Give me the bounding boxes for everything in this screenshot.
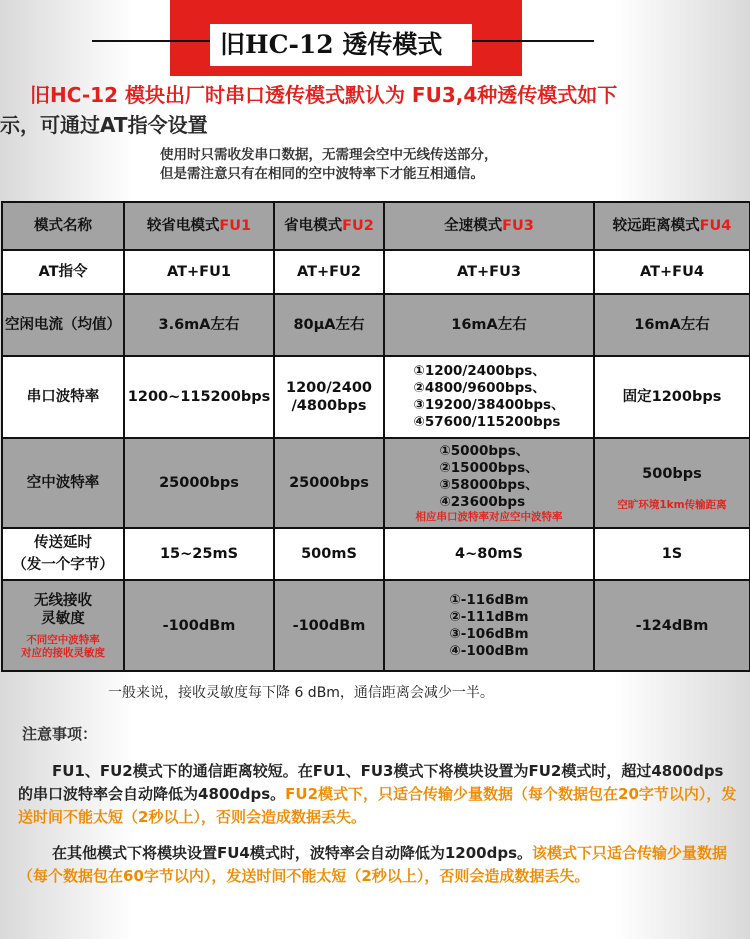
notice-paragraph-2 (18, 842, 738, 888)
cell-idle-fu3: 16mA左右 (384, 294, 594, 356)
intro-text (0, 80, 750, 140)
cell-air-fu1: 25000bps (124, 438, 274, 528)
list-item: ④57600/115200bps (413, 414, 561, 430)
notice-p1-part-b: 超过4800dps的串口波特率会自动降低为4800dps。 (18, 762, 724, 803)
list-item: ②15000bps、 (439, 459, 539, 476)
row-label-sens-note-1: 不同空中波特率 (26, 633, 100, 646)
row-label-delay-line-1: 传送延时 (34, 535, 92, 551)
row-label-sens-line-2: 灵敏度 (41, 610, 85, 627)
header-fu3-text: 全速模式 (444, 218, 503, 234)
row-label-serial: 串口波特率 (2, 356, 124, 438)
cell-at-fu4: AT+FU4 (594, 250, 750, 294)
serial-fu3-list (413, 363, 564, 431)
cell-serial-fu1: 1200~115200bps (124, 356, 274, 438)
header-fu2-code: FU2 (342, 218, 374, 234)
sensitivity-note: 一般来说，接收灵敏度每下降 6 dBm，通信距离会减少一半。 (108, 685, 494, 701)
list-item: ①1200/2400bps、 (413, 363, 546, 379)
air-fu4-note: 空旷环境1km传输距离 (617, 498, 727, 511)
notice-title: 注意事项： (22, 725, 98, 743)
header-fu1-text: 较省电模式 (146, 218, 220, 234)
header-fu2-text: 省电模式 (284, 218, 343, 234)
row-label-air: 空中波特率 (2, 438, 124, 528)
air-fu3-list (439, 443, 538, 511)
list-item: ③-106dBm (449, 625, 529, 642)
row-label-sens-note-2: 对应的接收灵敏度 (21, 646, 105, 659)
list-item: ②4800/9600bps、 (413, 380, 546, 396)
cell-serial-fu4: 固定1200bps (594, 356, 750, 438)
notice-paragraph-1 (18, 760, 738, 829)
table-row-sensitivity (2, 580, 750, 671)
cell-air-fu2: 25000bps (274, 438, 384, 528)
header-fu1-code: FU1 (219, 218, 252, 234)
cell-delay-fu1: 15~25mS (124, 528, 274, 580)
cell-sens-fu1: -100dBm (124, 580, 274, 671)
cell-at-fu3: AT+FU3 (384, 250, 594, 294)
table-row-delay (2, 528, 750, 580)
notice-p1-part-c: FU2模式下，只适合传输少量数据（每个数据包在20字节以内），发送时间不能太短（2秒以上），否则会造成数据丢失。 (18, 785, 737, 826)
notice-p2-part-a: 在其他模式下将模块设置FU4模式时，波特率会自动降低为1200dps。 (52, 844, 533, 862)
usage-note-line-2: 但是需注意只有在相同的空中波特率下才能互相通信。 (160, 166, 484, 182)
list-item: ④-100dBm (449, 642, 529, 659)
table-row-air-baud (2, 438, 750, 528)
cell-at-fu1: AT+FU1 (124, 250, 274, 294)
cell-at-fu2: AT+FU2 (274, 250, 384, 294)
table-header-row (2, 202, 750, 250)
intro-line-1: 旧HC-12 模块出厂时串口透传模式默认为 FU3,4种透传模式如下 (30, 83, 618, 107)
air-fu3-note: 相应串口波特率对应空中波特率 (415, 510, 563, 523)
header-fu3 (384, 202, 594, 250)
title-rule-left (92, 40, 210, 42)
cell-delay-fu2: 500mS (274, 528, 384, 580)
usage-note (160, 146, 498, 184)
list-item: ①5000bps、 (439, 442, 530, 459)
sens-fu3-list (449, 592, 528, 660)
cell-serial-fu2-line-2: /4800bps (291, 398, 367, 414)
cell-air-fu4 (594, 438, 750, 528)
cell-idle-fu2: 80μA左右 (274, 294, 384, 356)
cell-serial-fu2-line-1: 1200/2400 (285, 380, 372, 396)
header-fu1 (124, 202, 274, 250)
page-title: 旧HC-12 透传模式 (210, 24, 472, 66)
cell-air-fu4-value: 500bps (642, 465, 702, 482)
row-label-idle: 空闲电流（均值） (2, 294, 124, 356)
cell-idle-fu1: 3.6mA左右 (124, 294, 274, 356)
row-label-sensitivity (2, 580, 124, 671)
list-item: ①-116dBm (449, 591, 529, 608)
notice-p2-part-b: 该模式下只适合传输少量数据（每个数据包在60字节以内），发送时间不能太短（2秒以上），否则会造成数据丢失。 (18, 844, 728, 885)
row-label-delay (2, 528, 124, 580)
cell-delay-fu4: 1S (594, 528, 750, 580)
cell-sens-fu4: -124dBm (594, 580, 750, 671)
list-item: ②-111dBm (449, 608, 529, 625)
cell-idle-fu4: 16mA左右 (594, 294, 750, 356)
cell-serial-fu2 (274, 356, 384, 438)
mode-spec-table (1, 201, 750, 672)
header-fu4 (594, 202, 750, 250)
header-fu4-text: 较远距离模式 (612, 218, 700, 234)
list-item: ④23600bps (439, 493, 526, 510)
row-label-sens-line-1: 无线接收 (34, 592, 92, 609)
row-label-at: AT指令 (2, 250, 124, 294)
row-label-delay-line-2: （发一个字节） (12, 557, 114, 573)
usage-note-line-1: 使用时只需收发串口数据，无需理会空中无线传送部分， (160, 147, 498, 163)
table-row-at (2, 250, 750, 294)
cell-sens-fu2: -100dBm (274, 580, 384, 671)
table-row-idle-current (2, 294, 750, 356)
header-fu2 (274, 202, 384, 250)
table-row-serial-baud (2, 356, 750, 438)
title-rule-right (472, 40, 594, 42)
intro-line-2: 示，可通过AT指令设置 (0, 113, 208, 137)
cell-serial-fu3 (384, 356, 594, 438)
cell-delay-fu3: 4~80mS (384, 528, 594, 580)
list-item: ③19200/38400bps、 (413, 397, 565, 413)
header-mode-name: 模式名称 (2, 202, 124, 250)
cell-sens-fu3 (384, 580, 594, 671)
header-fu3-code: FU3 (502, 218, 534, 234)
notice-p1-part-a: FU1、FU2模式下的通信距离较短。在FU1、FU3模式下将模块设置为FU2模式时， (52, 762, 622, 780)
cell-air-fu3 (384, 438, 594, 528)
list-item: ③58000bps、 (439, 476, 539, 493)
header-fu4-code: FU4 (699, 218, 732, 234)
